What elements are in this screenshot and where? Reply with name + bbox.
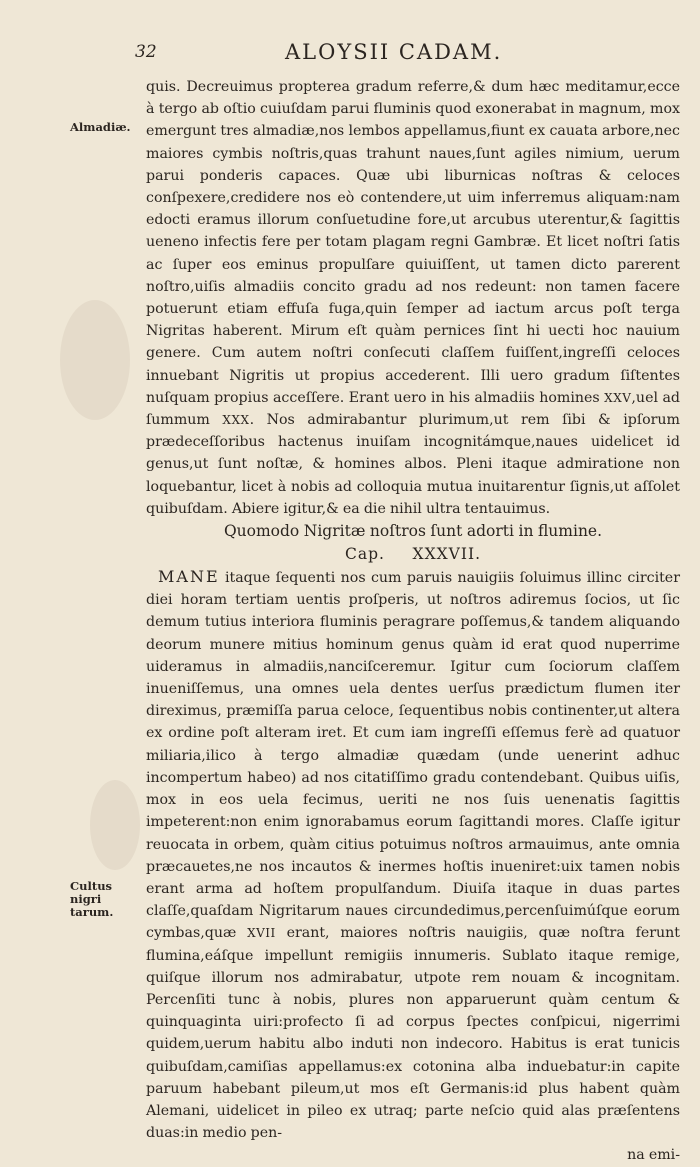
- chapter-title: Quomodo Nigritæ noſtros ſunt adorti in flumine.: [223, 522, 603, 541]
- catchword: na emi-: [627, 1147, 680, 1164]
- page-number: 32: [135, 42, 157, 62]
- initial-word: MANE: [158, 567, 220, 587]
- paragraph-2: MANE itaque ſequenti nos cum paruis nauigiis ſoluimus illinc circiter diei horam tertiam uentis proſperis, ut noſtros adiremus ſocios, ut ſic demum tutius interiora fluminis peragrare poſſemus,& tandem aliquando deorum munere mitius hominum genus quàm id erat quod nuperrime uideramus in almadiis,nanciſceremur. Igitur cum ſociorum claſſem inueniſſemus, una omnes uela dentes uerſus prædictum flumen iter direximus, præmiſſa parua celoce, ſequentibus nobis continenter,ut altera ex ordine poſt alteram iret. Et cum iam ingreſſi eſſemus ferè ad quatuor miliaria,ilico à tergo almadiæ quædam (unde uenerint adhuc incompertum habeo) ad nos citatiſſimo gradu contendebant. Quibus uiſis, mox in eos uela fecimus, ueriti ne nos ſuis uenenatis ſagittis impeterent:non enim ignorabamus eorum ſagittandi mores. Claſſe igitur reuocata in orbem, quàm citius potuimus noſtros armauimus, ante omnia præcauetes,ne nos incautos & inermes hoſtis inueniret:uix tamen nobis erant arma ad hoſtem propulſandum. Diuiſa itaque in duas partes claſſe,quaſdam Nigritarum naues circundedimus,percenſuimúſque eorum cymbas,quæ XVII erant, maiores noſtris nauigiis, quæ noſtra ferunt flumina,eáſque impellunt remigiis innumeris. Sublato itaque remige, quiſque illorum nos admirabatur, utpote rem nouam & incognitam. Percenſiti tunc à nobis, plures non apparuerunt quàm centum & quinquaginta uiri:profecto ſi ad corpus ſpectes conſpicui, nigerrimi quidem,uerum habitu albo induti non indecoro. Habitus is erat tunicis quibuſdam,camiſias appellamus:ex cotonina alba induebatur:in capite paruum habebant pileum,ut mos eſt Germanis:id plus habent quàm Alemani, uidelicet in pileo ex utraq; parte neſcio quid alas præſentens duas:in medio pen-: [146, 567, 680, 1142]
- running-head: ALOYSII CADAM.: [285, 40, 503, 64]
- paragraph-1: quis. Decreuimus propterea gradum referre,& dum hæc meditamur,ecce à tergo ab oſtio cuiuſdam parui fluminis quod exonerabat in magnum, mox emergunt tres almadiæ,nos lembos appellamus,fiunt ex cauata arbore,nec maiores cymbis noſtris,quas trahunt naues,ſunt agiles nimium, uerum parui ponderis capaces. Quæ ubi liburnicas noſtras & celoces conſpexere,credidere nos eò contendere,ut uim inferremus aliquam:nam edocti eramus illorum conſuetudine fore,ut arcubus uterentur,& ſagittis ueneno infectis fere per totam plagam regni Gambræ. Et licet noſtri ſatis ac ſuper eos eminus propulſare quiuiſſent, ut tamen dicto parerent noſtro,uiſis almadiis concito gradu ad nos redeunt: non tamen facere potuerunt etiam effuſa fuga,quin ſemper ad iactum arcus poſt terga Nigritas haberent. Mirum eſt quàm pernices ſint hi uecti hoc nauium genere. Cum autem noſtri conſecuti claſſem fuiſſent,ingreſſi celoces innuebant Nigritis ut propius accederent. Illi uero gradum ſiſtentes nuſquam propius acceſſere. Erant uero in his almadiis homines XXV,uel ad ſummum XXX. Nos admirabantur plurimum,ut rem ſibi & ipſorum prædeceſſoribus hactenus inuiſam incognitámque,naues uidelicet id genus,ut ſunt noſtæ, & homines albos. Pleni itaque admiratione non loquebantur, licet à nobis ad colloquia mutua inuitarentur ſignis,ut aſſolet quibuſdam. Abiere igitur,& ea die nihil ultra tentauimus.: [146, 79, 680, 517]
- paper-stain: [60, 300, 130, 420]
- paper-stain: [90, 780, 140, 870]
- marginal-note-almadiae: Almadiæ.: [70, 120, 131, 134]
- page-header: [135, 40, 680, 70]
- marginal-note-cultus: Cultus nigri tarum.: [70, 879, 114, 919]
- body-text: [146, 76, 680, 1167]
- chapter-number: Cap. XXXVII.: [344, 545, 482, 564]
